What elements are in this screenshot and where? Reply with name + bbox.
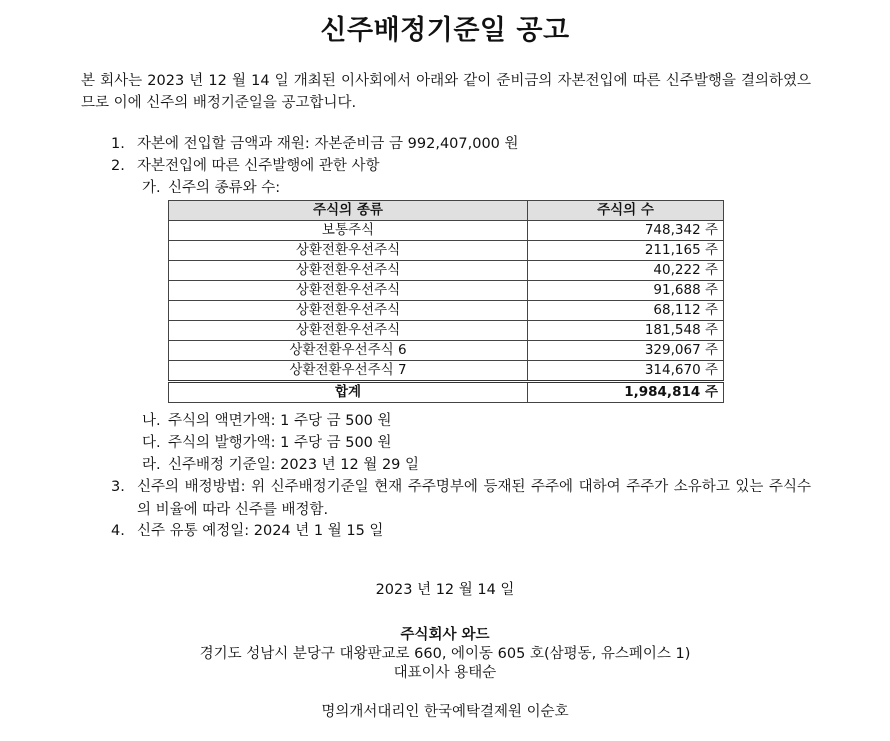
item-number: 1. — [111, 136, 125, 152]
sub-item-mark: 라. — [142, 457, 161, 473]
item-number: 2. — [111, 158, 125, 174]
stock-kind-cell: 상환전환우선주식 6 — [169, 341, 528, 361]
table-row — [169, 321, 724, 341]
item-1 — [111, 133, 519, 155]
item-text: 자본전입에 따른 신주발행에 관한 사항 — [137, 158, 380, 174]
company-address: 경기도 성남시 분당구 대왕판교로 660, 에이동 605 호(삼평동, 유스페이스 1) — [199, 646, 691, 662]
stock-kind-cell: 상환전환우선주식 — [169, 281, 528, 301]
table-row — [169, 341, 724, 361]
stock-kind-cell: 보통주식 — [169, 221, 528, 241]
total-count: 1,984,814 주 — [528, 382, 724, 403]
sub-item-text: 신주배정 기준일: 2023 년 12 월 29 일 — [168, 457, 420, 473]
stock-count-cell: 68,112 주 — [528, 301, 724, 321]
sub-item-da — [142, 432, 392, 454]
sub-item-text: 주식의 발행가액: 1 주당 금 500 원 — [168, 435, 392, 451]
table-header-row — [169, 201, 724, 221]
notice-title: 신주배정기준일 공고 — [320, 15, 570, 46]
item-4 — [111, 520, 383, 542]
table-row — [169, 301, 724, 321]
stock-count-cell: 211,165 주 — [528, 241, 724, 261]
stock-kind-cell: 상환전환우선주식 — [169, 321, 528, 341]
stock-count-cell: 91,688 주 — [528, 281, 724, 301]
table-row — [169, 361, 724, 382]
stock-count-cell: 181,548 주 — [528, 321, 724, 341]
stock-count-cell: 314,670 주 — [528, 361, 724, 382]
sub-item-text: 주식의 액면가액: 1 주당 금 500 원 — [168, 413, 392, 429]
table-row — [169, 241, 724, 261]
sub-item-mark: 나. — [142, 413, 161, 429]
intro-paragraph: 본 회사는 2023 년 12 월 14 일 개최된 이사회에서 아래와 같이 준비금의 자본전입에 따른 신주발행을 결의하였으므로 이에 신주의 배정기준일을 공고합니다. — [81, 73, 811, 111]
stock-count-cell: 748,342 주 — [528, 221, 724, 241]
company-name: 주식회사 와드 — [400, 627, 490, 643]
table-row — [169, 221, 724, 241]
item-3 — [111, 476, 811, 522]
ceo-name: 대표이사 용태순 — [393, 665, 497, 681]
sub-item-mark: 다. — [142, 435, 161, 451]
item-text: 신주 유통 예정일: 2024 년 1 월 15 일 — [137, 523, 384, 539]
sub-item-mark: 가. — [142, 180, 161, 196]
stock-kind-cell: 상환전환우선주식 — [169, 301, 528, 321]
table-total-row — [169, 382, 724, 403]
sub-item-text: 신주의 종류와 수: — [168, 180, 281, 196]
stock-table — [168, 200, 724, 403]
stock-count-cell: 40,222 주 — [528, 261, 724, 281]
sub-item-na — [142, 410, 392, 432]
stock-kind-cell: 상환전환우선주식 — [169, 261, 528, 281]
stock-kind-cell: 상환전환우선주식 — [169, 241, 528, 261]
stock-count-cell: 329,067 주 — [528, 341, 724, 361]
item-text: 신주의 배정방법: 위 신주배정기준일 현재 주주명부에 등재된 주주에 대하여 주주가 소유하고 있는 주식수의 비율에 따라 신주를 배정함. — [137, 479, 811, 518]
header-stock-count: 주식의 수 — [528, 201, 724, 221]
stock-kind-cell: 상환전환우선주식 7 — [169, 361, 528, 382]
item-number: 3. — [111, 479, 125, 495]
total-label: 합계 — [169, 382, 528, 403]
header-stock-kind: 주식의 종류 — [169, 201, 528, 221]
table-row — [169, 261, 724, 281]
table-row — [169, 281, 724, 301]
item-2 — [111, 155, 380, 177]
item-number: 4. — [111, 523, 125, 539]
item-text: 자본에 전입할 금액과 재원: 자본준비금 금 992,407,000 원 — [137, 136, 519, 152]
sub-item-ga — [142, 177, 280, 199]
sub-item-ra — [142, 454, 419, 476]
notice-date: 2023 년 12 월 14 일 — [375, 582, 515, 598]
transfer-agent: 명의개서대리인 한국예탁결제원 이순호 — [321, 704, 569, 720]
